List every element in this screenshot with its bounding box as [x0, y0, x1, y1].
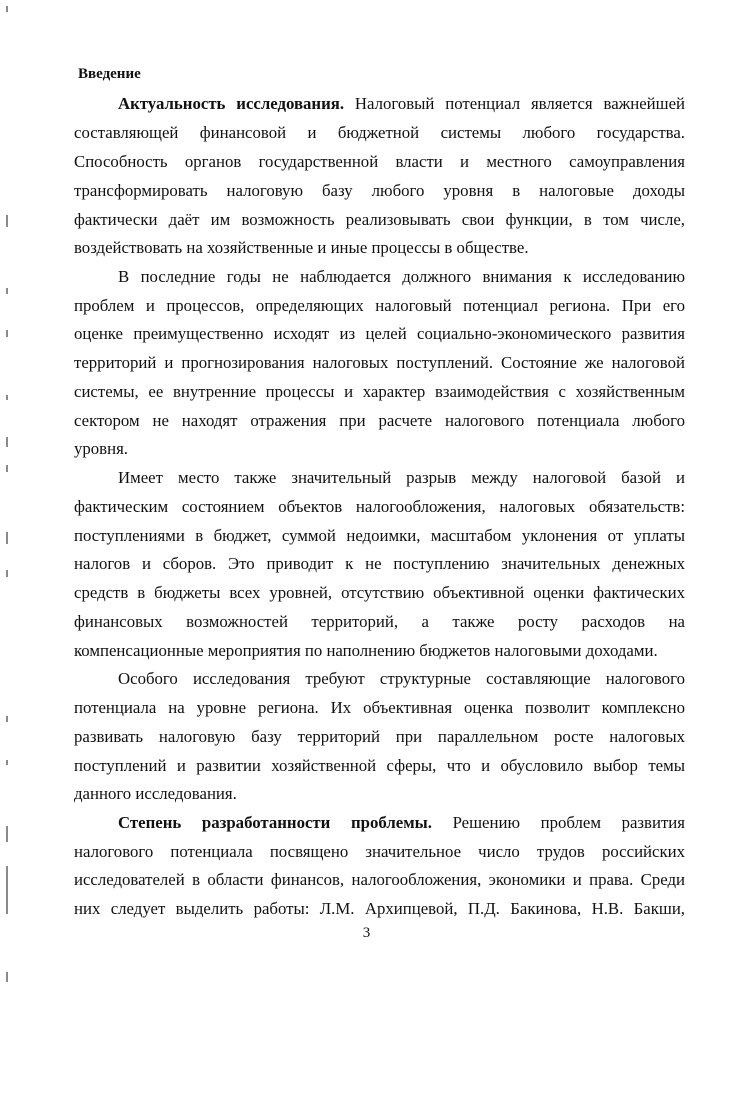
- scan-speck: [6, 437, 8, 447]
- paragraph-line: Актуальность исследования. Налоговый потенциал является важнейшей: [118, 94, 685, 113]
- paragraph-line: системы, ее внутренние процессы и характер взаимодействия с хозяйственным: [74, 382, 685, 401]
- paragraph-line: поступлениями в бюджет, суммой недоимки, масштабом уклонения от уплаты: [74, 526, 685, 545]
- section-heading: Введение: [78, 66, 141, 82]
- scan-speck: [6, 972, 8, 982]
- scan-speck: [6, 465, 8, 472]
- paragraph-line: уровня.: [74, 439, 128, 458]
- scan-speck: [6, 760, 8, 765]
- paragraph-line: В последние годы не наблюдается должного внимания к исследованию: [118, 267, 685, 286]
- paragraph-line: компенсационные мероприятия по наполнению бюджетов налоговыми доходами.: [74, 641, 658, 660]
- paragraph-line: налогового потенциала посвящено значительное число трудов российских: [74, 842, 685, 861]
- paragraph-line: финансовых возможностей территорий, а также росту расходов на: [74, 612, 685, 631]
- paragraph-line: оценке преимущественно исходят из целей социально-экономического развития: [74, 324, 685, 343]
- scan-speck: [6, 826, 8, 842]
- scan-speck: [6, 570, 8, 577]
- paragraph-line: территорий и прогнозирования налоговых поступлений. Состояние же налоговой: [74, 353, 685, 372]
- paragraph-line: проблем и процессов, определяющих налоговый потенциал региона. При его: [74, 296, 685, 315]
- paragraph-line: Способность органов государственной власти и местного самоуправления: [74, 152, 685, 171]
- paragraph-line: них следует выделить работы: Л.М. Архипцевой, П.Д. Бакинова, Н.В. Бакши,: [74, 899, 685, 918]
- paragraph-line: трансформировать налоговую базу любого уровня в налоговые доходы: [74, 181, 685, 200]
- scan-speck: [6, 395, 8, 400]
- scan-speck: [6, 532, 8, 544]
- scan-speck: [6, 330, 8, 337]
- paragraph-line: воздействовать на хозяйственные и иные процессы в обществе.: [74, 238, 529, 257]
- paragraph-line: Особого исследования требуют структурные составляющие налогового: [118, 669, 685, 688]
- paragraph-line: средств в бюджеты всех уровней, отсутствию объективной оценки фактических: [74, 583, 685, 602]
- paragraph-line: данного исследования.: [74, 784, 237, 803]
- page-number: 3: [362, 925, 371, 941]
- scan-speck: [6, 215, 8, 227]
- paragraph-line: фактическим состоянием объектов налогообложения, налоговых обязательств:: [74, 497, 685, 516]
- paragraph-line: потенциала на уровне региона. Их объективная оценка позволит комплексно: [74, 698, 685, 717]
- scan-speck: [6, 288, 8, 294]
- scan-speck: [6, 866, 8, 914]
- bold-lead: Степень разработанности проблемы.: [118, 813, 432, 832]
- paragraph-line: составляющей финансовой и бюджетной системы любого государства.: [74, 123, 685, 142]
- bold-lead: Актуальность исследования.: [118, 94, 345, 113]
- paragraph-line: поступлений и развитии хозяйственной сферы, что и обусловило выбор темы: [74, 756, 685, 775]
- paragraph-line: фактически даёт им возможность реализовывать свои функции, в том числе,: [74, 210, 685, 229]
- scan-speck: [6, 716, 8, 722]
- paragraph-line: Имеет место также значительный разрыв между налоговой базой и: [118, 468, 685, 487]
- paragraph-line: налогов и сборов. Это приводит к не поступлению значительных денежных: [74, 554, 685, 573]
- paragraph-line: Степень разработанности проблемы. Решению проблем развития: [118, 813, 685, 832]
- paragraph-line: сектором не находят отражения при расчете налогового потенциала любого: [74, 411, 685, 430]
- paragraph-line: исследователей в области финансов, налогообложения, экономики и права. Среди: [74, 870, 685, 889]
- paragraph-line: развивать налоговую базу территорий при параллельном росте налоговых: [74, 727, 685, 746]
- scan-speck: [6, 6, 8, 12]
